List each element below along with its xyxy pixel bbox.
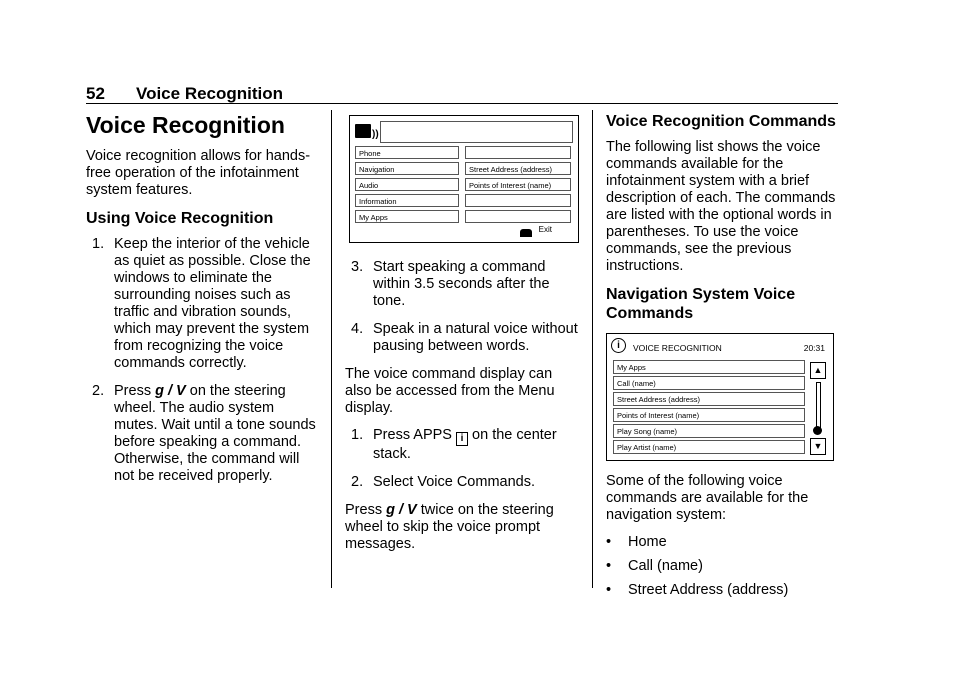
list-item[interactable]: Play Artist (name) [613, 440, 805, 454]
screen-button-information[interactable]: Information [355, 194, 459, 207]
subheading-using: Using Voice Recognition [86, 210, 274, 227]
chapter-title: Voice Recognition [86, 112, 285, 138]
column-divider-1 [331, 110, 332, 588]
step-item: 1. Press APPS i on the center stack. [351, 427, 557, 462]
column-1 [86, 110, 321, 496]
info-icon: i [611, 338, 626, 353]
step-item: 3. Start speaking a command within 3.5 seconds after the tone. [351, 259, 550, 309]
bullet-item: • Street Address (address) [606, 582, 838, 599]
column-3 [606, 110, 838, 606]
column-2 [345, 110, 580, 563]
bullet-item: • Call (name) [606, 558, 838, 575]
intro-paragraph: Voice recognition allows for hands-free operation of the infotainment system features. [86, 148, 311, 198]
screen-button-my-apps[interactable]: My Apps [355, 210, 459, 223]
step-item: 2. Press g / V on the steering wheel. The audio system mutes. Wait until a tone sounds before speaking a command. Otherwise, the command will not be received properly. [92, 383, 316, 484]
screen-button-empty[interactable] [465, 194, 571, 207]
screen-button-empty[interactable] [465, 210, 571, 223]
screen-button-phone[interactable]: Phone [355, 146, 459, 159]
voice-button-icon: g / V [155, 383, 186, 399]
screen-button-navigation[interactable]: Navigation [355, 162, 459, 175]
menu-paragraph: The voice command display can also be accessed from the Menu display. [345, 366, 555, 416]
list-item[interactable]: Points of Interest (name) [613, 408, 805, 422]
voice-recognition-screen [606, 333, 834, 461]
step-item: 4. Speak in a natural voice without pausing between words. [351, 321, 578, 354]
screen-title: VOICE RECOGNITION [633, 343, 722, 353]
scrollbar-thumb[interactable] [813, 426, 822, 435]
scroll-up-button[interactable]: ▲ [810, 362, 826, 379]
page-header [86, 84, 283, 104]
section-title: Voice Recognition [136, 84, 284, 103]
screen-button-points-of-interest[interactable]: Points of Interest (name) [465, 178, 571, 191]
bullet-item: • Home [606, 534, 838, 551]
list-item[interactable]: Street Address (address) [613, 392, 805, 406]
phone-hangup-icon [520, 229, 532, 237]
navigation-paragraph: Some of the following voice commands are available for the navigation system: [606, 473, 809, 523]
screen-button-audio[interactable]: Audio [355, 178, 459, 191]
page-number: 52 [86, 84, 105, 103]
sound-wave-icon: )) [372, 129, 379, 140]
voice-prompt-bar [380, 121, 573, 143]
subheading-commands: Voice Recognition Commands [606, 113, 836, 130]
screen-button-street-address[interactable]: Street Address (address) [465, 162, 571, 175]
scrollbar-track[interactable] [816, 382, 821, 432]
column-divider-2 [592, 110, 593, 588]
exit-button[interactable]: Exit [538, 225, 552, 234]
scroll-down-button[interactable]: ▼ [810, 438, 826, 455]
skip-prompt-paragraph: Press g / V twice on the steering wheel to skip the voice prompt messages. [345, 502, 554, 552]
apps-info-icon: i [456, 432, 468, 446]
list-item[interactable]: My Apps [613, 360, 805, 374]
screen-button-empty[interactable] [465, 146, 571, 159]
commands-paragraph: The following list shows the voice commands available for the infotainment system with a brief description of each. The commands are listed with the optional words in parentheses. To use the voice commands, see the previous instructions. [606, 139, 836, 274]
voice-screen-main [349, 115, 579, 243]
step-item: 2. Select Voice Commands. [351, 474, 535, 490]
voice-button-icon: g / V [386, 502, 417, 518]
step-item: 1. Keep the interior of the vehicle as quiet as possible. Close the windows to eliminate the surrounding noises such as traffic and vibration sounds, which may prevent the system from recognizing the voice commands correctly. [92, 236, 311, 371]
list-item[interactable]: Play Song (name) [613, 424, 805, 438]
list-item[interactable]: Call (name) [613, 376, 805, 390]
clock: 20:31 [803, 343, 825, 353]
voice-talk-icon [355, 124, 371, 138]
header-rule [86, 103, 838, 104]
subheading-navigation: Navigation System Voice Commands [606, 286, 796, 322]
